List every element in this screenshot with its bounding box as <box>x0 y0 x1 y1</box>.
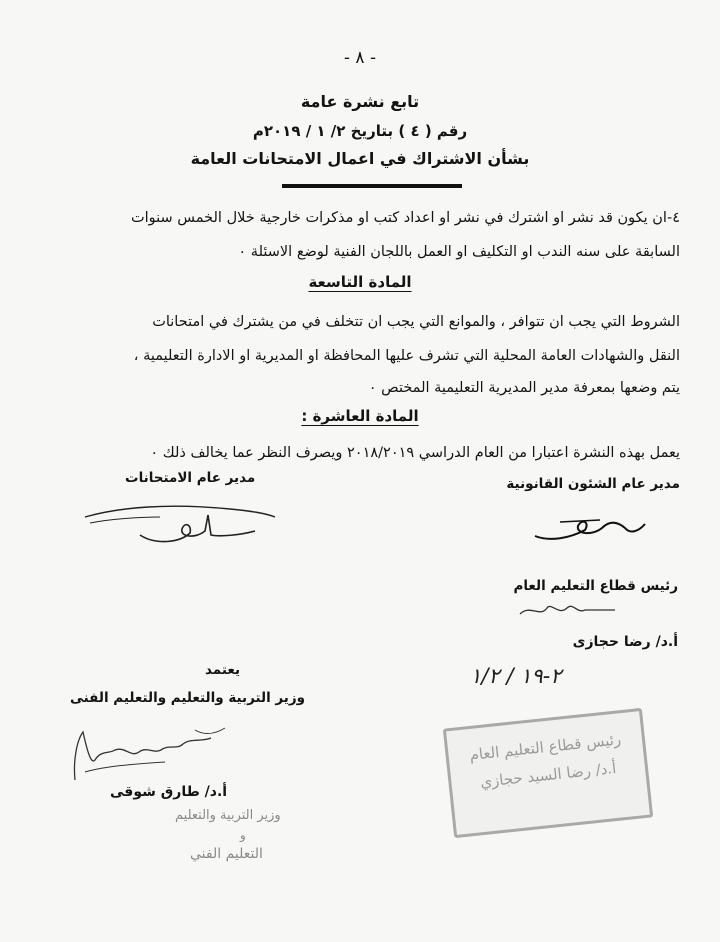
article-9-line-3: يتم وضعها بمعرفة مدير المديرية التعليمية المختص ٠ <box>368 380 680 396</box>
article-9-line-1: الشروط التي يجب ان تتوافر ، والموانع التي يجب ان تتخلف في من يشترك في امتحانات <box>152 314 680 330</box>
article-9-line-2: النقل والشهادات العامة المحلية التي تشرف عليها المحافظة او المديرية او الادارة التعليمية ، <box>133 348 680 364</box>
item-4-line-1: ٤-ان يكون قد نشر او اشترك في نشر او اعداد كتب او مذكرات خارجية خلال الخمس سنوات <box>130 210 680 226</box>
item-4-line-2: السابقة على سنه الندب او التكليف او العمل باللجان الفنية لوضع الاسئلة ٠ <box>238 244 680 260</box>
page-number: - ٨ - <box>343 48 377 68</box>
legal-affairs-signature <box>530 508 650 548</box>
sector-head-signature <box>515 596 625 626</box>
sector-head-name: أ.د/ رضا حجازى <box>572 634 678 650</box>
exams-director-signature <box>80 495 280 555</box>
approval-label: يعتمد <box>205 662 241 678</box>
minister-stamp-line-1: وزير التربية والتعليم <box>175 808 281 823</box>
article-9-title: المادة التاسعة <box>308 273 412 291</box>
article-10-line-1: يعمل بهذه النشرة اعتبارا من العام الدراسي ٢٠١٨/٢٠١٩ ويصرف النظر عما يخالف ذلك ٠ <box>150 445 680 461</box>
sector-head-title: رئيس قطاع التعليم العام <box>513 578 678 594</box>
stamp-line-2: أ.د/ رضا السيد حجازي <box>479 758 618 792</box>
header-subject: بشأن الاشتراك في اعمال الامتحانات العامة <box>190 149 530 168</box>
minister-stamp-line-2: و <box>240 828 246 842</box>
sector-head-stamp <box>443 708 653 838</box>
minister-name: أ.د/ طارق شوقى <box>110 784 228 800</box>
minister-stamp-line-3: التعليم الفني <box>190 846 263 862</box>
stamp-line-1: رئيس قطاع التعليم العام <box>468 730 622 765</box>
legal-affairs-title: مدير عام الشئون القانونية <box>506 476 680 492</box>
header-continuation: تابع نشرة عامة <box>300 92 420 111</box>
header-divider <box>282 184 462 188</box>
handwritten-date: ٢-١٩ / ١/٢ <box>470 664 562 688</box>
exams-director-title: مدير عام الامتحانات <box>125 470 256 486</box>
article-10-title: المادة العاشرة : <box>301 407 419 425</box>
minister-title: وزير التربية والتعليم والتعليم الفنى <box>70 690 306 706</box>
header-bulletin-number: رقم ( ٤ ) بتاريخ ٢/ ١ / ٢٠١٩م <box>252 122 468 140</box>
